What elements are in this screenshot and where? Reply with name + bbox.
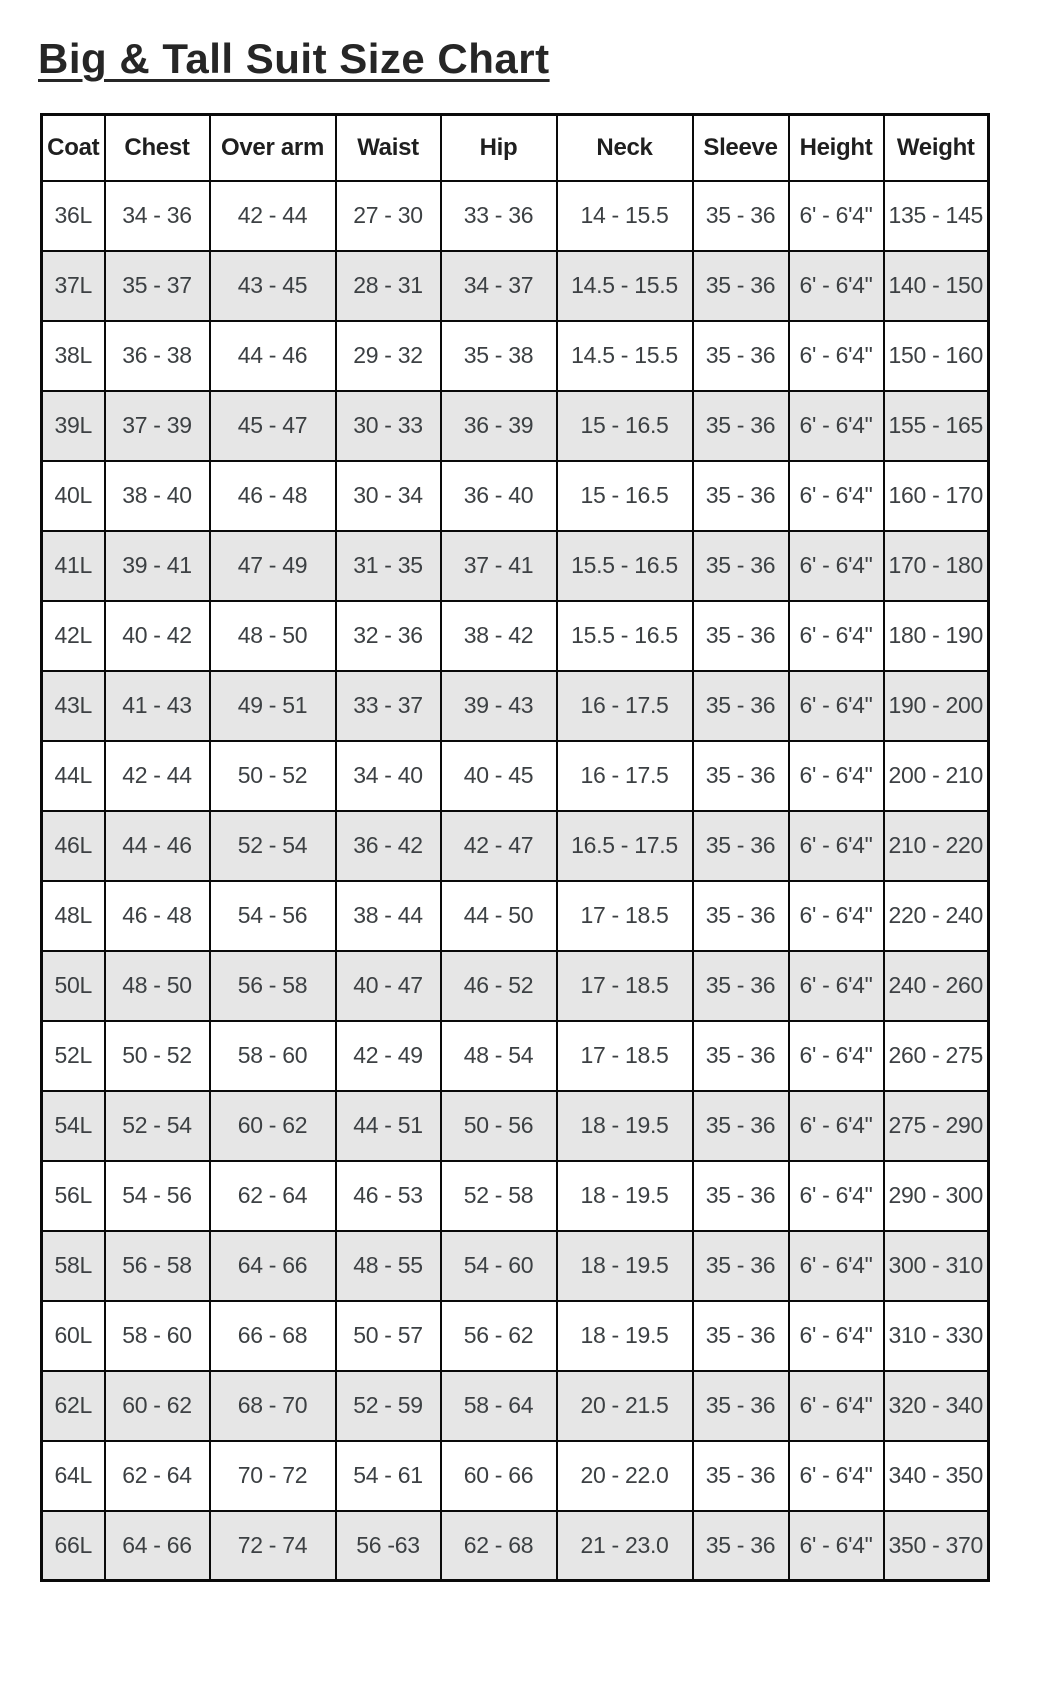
size-cell-hip: 58 - 64 [441, 1371, 557, 1441]
size-cell-over-arm: 60 - 62 [210, 1091, 336, 1161]
size-cell-weight: 275 - 290 [884, 1091, 989, 1161]
coat-size-cell: 48L [42, 881, 105, 951]
column-header-weight: Weight [884, 115, 989, 181]
size-cell-over-arm: 54 - 56 [210, 881, 336, 951]
table-row-37l [42, 251, 989, 321]
size-cell-hip: 54 - 60 [441, 1231, 557, 1301]
size-cell-chest: 35 - 37 [105, 251, 210, 321]
table-row-40l [42, 461, 989, 531]
size-cell-weight: 150 - 160 [884, 321, 989, 391]
size-cell-sleeve: 35 - 36 [693, 1511, 789, 1581]
column-header-coat: Coat [42, 115, 105, 181]
size-cell-waist: 56 -63 [336, 1511, 441, 1581]
size-cell-sleeve: 35 - 36 [693, 1301, 789, 1371]
size-cell-over-arm: 52 - 54 [210, 811, 336, 881]
size-cell-waist: 44 - 51 [336, 1091, 441, 1161]
size-cell-neck: 17 - 18.5 [557, 881, 693, 951]
size-cell-neck: 16 - 17.5 [557, 741, 693, 811]
size-cell-weight: 310 - 330 [884, 1301, 989, 1371]
coat-size-cell: 62L [42, 1371, 105, 1441]
size-cell-weight: 300 - 310 [884, 1231, 989, 1301]
size-cell-waist: 33 - 37 [336, 671, 441, 741]
size-cell-neck: 15 - 16.5 [557, 391, 693, 461]
size-chart-header [42, 115, 989, 181]
size-cell-waist: 30 - 33 [336, 391, 441, 461]
size-cell-hip: 52 - 58 [441, 1161, 557, 1231]
size-cell-over-arm: 50 - 52 [210, 741, 336, 811]
column-header-height: Height [789, 115, 884, 181]
size-chart-table [40, 113, 990, 1582]
size-cell-hip: 34 - 37 [441, 251, 557, 321]
size-cell-chest: 36 - 38 [105, 321, 210, 391]
size-cell-hip: 56 - 62 [441, 1301, 557, 1371]
size-cell-hip: 40 - 45 [441, 741, 557, 811]
size-cell-hip: 39 - 43 [441, 671, 557, 741]
size-cell-neck: 16 - 17.5 [557, 671, 693, 741]
table-row-56l [42, 1161, 989, 1231]
size-cell-sleeve: 35 - 36 [693, 1371, 789, 1441]
size-cell-height: 6' - 6'4" [789, 1371, 884, 1441]
table-row-60l [42, 1301, 989, 1371]
coat-size-cell: 64L [42, 1441, 105, 1511]
size-cell-sleeve: 35 - 36 [693, 601, 789, 671]
size-cell-sleeve: 35 - 36 [693, 181, 789, 251]
size-cell-sleeve: 35 - 36 [693, 391, 789, 461]
table-row-54l [42, 1091, 989, 1161]
size-cell-neck: 20 - 22.0 [557, 1441, 693, 1511]
size-cell-height: 6' - 6'4" [789, 181, 884, 251]
size-cell-height: 6' - 6'4" [789, 461, 884, 531]
size-cell-weight: 200 - 210 [884, 741, 989, 811]
size-cell-waist: 27 - 30 [336, 181, 441, 251]
size-cell-sleeve: 35 - 36 [693, 671, 789, 741]
size-cell-over-arm: 64 - 66 [210, 1231, 336, 1301]
size-cell-chest: 58 - 60 [105, 1301, 210, 1371]
size-cell-height: 6' - 6'4" [789, 811, 884, 881]
size-cell-weight: 135 - 145 [884, 181, 989, 251]
size-cell-sleeve: 35 - 36 [693, 1021, 789, 1091]
size-chart-body [42, 181, 989, 1581]
page-title: Big & Tall Suit Size Chart [38, 35, 550, 82]
size-cell-waist: 31 - 35 [336, 531, 441, 601]
size-cell-over-arm: 66 - 68 [210, 1301, 336, 1371]
size-cell-over-arm: 68 - 70 [210, 1371, 336, 1441]
size-cell-hip: 42 - 47 [441, 811, 557, 881]
table-row-41l [42, 531, 989, 601]
size-cell-neck: 15 - 16.5 [557, 461, 693, 531]
size-cell-over-arm: 46 - 48 [210, 461, 336, 531]
size-cell-weight: 180 - 190 [884, 601, 989, 671]
size-cell-neck: 14.5 - 15.5 [557, 321, 693, 391]
size-cell-over-arm: 49 - 51 [210, 671, 336, 741]
size-cell-hip: 37 - 41 [441, 531, 557, 601]
size-cell-sleeve: 35 - 36 [693, 951, 789, 1021]
size-cell-waist: 42 - 49 [336, 1021, 441, 1091]
size-cell-hip: 46 - 52 [441, 951, 557, 1021]
table-row-64l [42, 1441, 989, 1511]
size-cell-height: 6' - 6'4" [789, 951, 884, 1021]
size-cell-weight: 260 - 275 [884, 1021, 989, 1091]
size-cell-height: 6' - 6'4" [789, 1161, 884, 1231]
size-cell-hip: 62 - 68 [441, 1511, 557, 1581]
size-cell-sleeve: 35 - 36 [693, 1441, 789, 1511]
size-cell-height: 6' - 6'4" [789, 601, 884, 671]
coat-size-cell: 50L [42, 951, 105, 1021]
size-cell-height: 6' - 6'4" [789, 321, 884, 391]
size-cell-chest: 46 - 48 [105, 881, 210, 951]
size-cell-neck: 20 - 21.5 [557, 1371, 693, 1441]
size-cell-hip: 33 - 36 [441, 181, 557, 251]
size-cell-over-arm: 58 - 60 [210, 1021, 336, 1091]
size-cell-neck: 18 - 19.5 [557, 1161, 693, 1231]
size-cell-chest: 64 - 66 [105, 1511, 210, 1581]
size-cell-neck: 14 - 15.5 [557, 181, 693, 251]
size-cell-weight: 350 - 370 [884, 1511, 989, 1581]
size-cell-chest: 62 - 64 [105, 1441, 210, 1511]
size-cell-chest: 48 - 50 [105, 951, 210, 1021]
table-row-46l [42, 811, 989, 881]
size-cell-waist: 46 - 53 [336, 1161, 441, 1231]
coat-size-cell: 39L [42, 391, 105, 461]
table-row-36l [42, 181, 989, 251]
table-row-44l [42, 741, 989, 811]
size-cell-weight: 190 - 200 [884, 671, 989, 741]
size-cell-height: 6' - 6'4" [789, 1511, 884, 1581]
coat-size-cell: 66L [42, 1511, 105, 1581]
size-cell-chest: 37 - 39 [105, 391, 210, 461]
size-cell-over-arm: 45 - 47 [210, 391, 336, 461]
header-row [42, 115, 989, 181]
size-cell-chest: 38 - 40 [105, 461, 210, 531]
table-row-62l [42, 1371, 989, 1441]
coat-size-cell: 40L [42, 461, 105, 531]
size-cell-hip: 35 - 38 [441, 321, 557, 391]
size-cell-height: 6' - 6'4" [789, 1021, 884, 1091]
size-cell-neck: 17 - 18.5 [557, 1021, 693, 1091]
size-cell-hip: 50 - 56 [441, 1091, 557, 1161]
size-cell-waist: 34 - 40 [336, 741, 441, 811]
column-header-over-arm: Over arm [210, 115, 336, 181]
size-cell-chest: 41 - 43 [105, 671, 210, 741]
size-cell-over-arm: 47 - 49 [210, 531, 336, 601]
size-cell-hip: 60 - 66 [441, 1441, 557, 1511]
size-cell-chest: 50 - 52 [105, 1021, 210, 1091]
size-cell-neck: 18 - 19.5 [557, 1231, 693, 1301]
table-row-42l [42, 601, 989, 671]
size-cell-chest: 60 - 62 [105, 1371, 210, 1441]
size-cell-height: 6' - 6'4" [789, 741, 884, 811]
size-cell-weight: 240 - 260 [884, 951, 989, 1021]
size-cell-hip: 36 - 40 [441, 461, 557, 531]
coat-size-cell: 46L [42, 811, 105, 881]
size-cell-chest: 52 - 54 [105, 1091, 210, 1161]
size-cell-over-arm: 70 - 72 [210, 1441, 336, 1511]
coat-size-cell: 37L [42, 251, 105, 321]
size-cell-over-arm: 72 - 74 [210, 1511, 336, 1581]
size-cell-sleeve: 35 - 36 [693, 1231, 789, 1301]
table-row-58l [42, 1231, 989, 1301]
size-cell-height: 6' - 6'4" [789, 391, 884, 461]
size-cell-neck: 17 - 18.5 [557, 951, 693, 1021]
table-row-48l [42, 881, 989, 951]
size-cell-sleeve: 35 - 36 [693, 321, 789, 391]
size-cell-neck: 21 - 23.0 [557, 1511, 693, 1581]
table-row-39l [42, 391, 989, 461]
coat-size-cell: 52L [42, 1021, 105, 1091]
size-cell-height: 6' - 6'4" [789, 251, 884, 321]
size-cell-waist: 28 - 31 [336, 251, 441, 321]
size-cell-weight: 220 - 240 [884, 881, 989, 951]
size-cell-waist: 40 - 47 [336, 951, 441, 1021]
coat-size-cell: 54L [42, 1091, 105, 1161]
size-cell-sleeve: 35 - 36 [693, 881, 789, 951]
table-row-66l [42, 1511, 989, 1581]
table-row-43l [42, 671, 989, 741]
size-cell-weight: 170 - 180 [884, 531, 989, 601]
size-cell-over-arm: 42 - 44 [210, 181, 336, 251]
size-cell-neck: 18 - 19.5 [557, 1091, 693, 1161]
size-cell-sleeve: 35 - 36 [693, 811, 789, 881]
size-cell-sleeve: 35 - 36 [693, 1091, 789, 1161]
column-header-hip: Hip [441, 115, 557, 181]
size-cell-height: 6' - 6'4" [789, 1091, 884, 1161]
table-row-50l [42, 951, 989, 1021]
size-cell-weight: 320 - 340 [884, 1371, 989, 1441]
coat-size-cell: 41L [42, 531, 105, 601]
size-cell-chest: 56 - 58 [105, 1231, 210, 1301]
size-cell-sleeve: 35 - 36 [693, 461, 789, 531]
size-cell-waist: 52 - 59 [336, 1371, 441, 1441]
size-cell-neck: 15.5 - 16.5 [557, 531, 693, 601]
size-cell-weight: 290 - 300 [884, 1161, 989, 1231]
size-cell-chest: 40 - 42 [105, 601, 210, 671]
size-cell-hip: 44 - 50 [441, 881, 557, 951]
size-cell-waist: 50 - 57 [336, 1301, 441, 1371]
column-header-neck: Neck [557, 115, 693, 181]
size-cell-weight: 140 - 150 [884, 251, 989, 321]
size-cell-chest: 54 - 56 [105, 1161, 210, 1231]
size-cell-hip: 48 - 54 [441, 1021, 557, 1091]
coat-size-cell: 36L [42, 181, 105, 251]
size-cell-waist: 38 - 44 [336, 881, 441, 951]
size-cell-waist: 48 - 55 [336, 1231, 441, 1301]
size-cell-neck: 16.5 - 17.5 [557, 811, 693, 881]
size-chart-container [40, 113, 1039, 1582]
size-cell-waist: 30 - 34 [336, 461, 441, 531]
size-cell-chest: 44 - 46 [105, 811, 210, 881]
coat-size-cell: 38L [42, 321, 105, 391]
size-cell-sleeve: 35 - 36 [693, 741, 789, 811]
size-cell-weight: 155 - 165 [884, 391, 989, 461]
size-cell-neck: 14.5 - 15.5 [557, 251, 693, 321]
size-cell-over-arm: 43 - 45 [210, 251, 336, 321]
column-header-waist: Waist [336, 115, 441, 181]
coat-size-cell: 43L [42, 671, 105, 741]
size-cell-neck: 15.5 - 16.5 [557, 601, 693, 671]
size-cell-height: 6' - 6'4" [789, 531, 884, 601]
coat-size-cell: 58L [42, 1231, 105, 1301]
size-cell-weight: 160 - 170 [884, 461, 989, 531]
size-cell-waist: 29 - 32 [336, 321, 441, 391]
size-cell-neck: 18 - 19.5 [557, 1301, 693, 1371]
size-cell-over-arm: 44 - 46 [210, 321, 336, 391]
size-cell-sleeve: 35 - 36 [693, 251, 789, 321]
coat-size-cell: 42L [42, 601, 105, 671]
table-row-38l [42, 321, 989, 391]
coat-size-cell: 60L [42, 1301, 105, 1371]
column-header-sleeve: Sleeve [693, 115, 789, 181]
size-cell-over-arm: 62 - 64 [210, 1161, 336, 1231]
column-header-chest: Chest [105, 115, 210, 181]
size-cell-chest: 34 - 36 [105, 181, 210, 251]
size-cell-waist: 36 - 42 [336, 811, 441, 881]
size-cell-height: 6' - 6'4" [789, 881, 884, 951]
size-cell-over-arm: 56 - 58 [210, 951, 336, 1021]
size-cell-sleeve: 35 - 36 [693, 1161, 789, 1231]
size-cell-chest: 42 - 44 [105, 741, 210, 811]
size-cell-waist: 32 - 36 [336, 601, 441, 671]
size-cell-height: 6' - 6'4" [789, 1231, 884, 1301]
size-cell-height: 6' - 6'4" [789, 671, 884, 741]
size-cell-height: 6' - 6'4" [789, 1301, 884, 1371]
table-row-52l [42, 1021, 989, 1091]
size-cell-hip: 38 - 42 [441, 601, 557, 671]
size-cell-over-arm: 48 - 50 [210, 601, 336, 671]
coat-size-cell: 44L [42, 741, 105, 811]
size-cell-waist: 54 - 61 [336, 1441, 441, 1511]
size-cell-chest: 39 - 41 [105, 531, 210, 601]
size-cell-weight: 340 - 350 [884, 1441, 989, 1511]
size-cell-height: 6' - 6'4" [789, 1441, 884, 1511]
size-cell-hip: 36 - 39 [441, 391, 557, 461]
size-cell-weight: 210 - 220 [884, 811, 989, 881]
coat-size-cell: 56L [42, 1161, 105, 1231]
size-cell-sleeve: 35 - 36 [693, 531, 789, 601]
